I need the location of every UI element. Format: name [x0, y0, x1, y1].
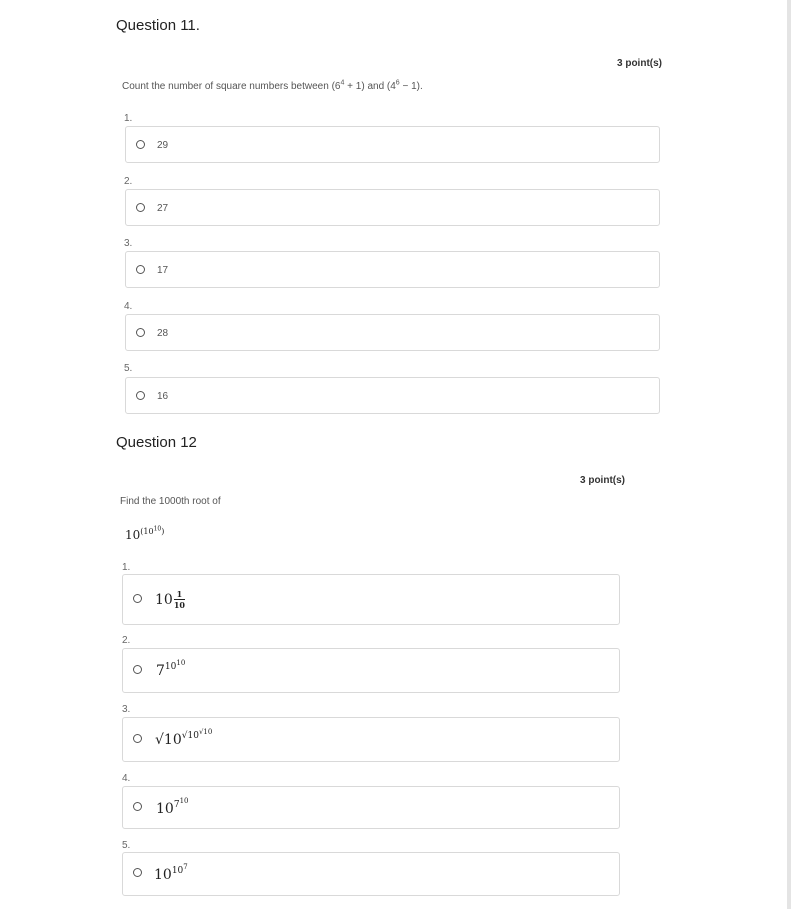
q12-option-5-number: 5.	[122, 840, 131, 851]
q11-option-3[interactable]	[125, 251, 660, 288]
math-base: 10	[155, 592, 173, 608]
question-12-prompt: Find the 1000th root of	[120, 496, 221, 507]
math-exponent-inner: 10	[176, 659, 186, 668]
q12-option-4[interactable]	[122, 786, 620, 829]
option-math	[156, 659, 186, 679]
q11-option-1-number: 1.	[124, 113, 133, 124]
q12-option-5[interactable]	[122, 852, 620, 896]
q12-option-1-number: 1.	[122, 562, 131, 573]
q11-option-3-number: 3.	[124, 238, 133, 249]
question-12-points: 3 point(s)	[580, 475, 625, 486]
option-label: 29	[157, 140, 169, 151]
prompt-part-c: − 1).	[399, 81, 423, 92]
math-exponent-inner: √10	[198, 728, 213, 737]
expr-exp: (10	[140, 527, 154, 536]
option-label: 27	[157, 203, 169, 214]
radio-button[interactable]	[133, 868, 142, 877]
option-math	[155, 728, 213, 748]
q11-option-2[interactable]	[125, 189, 660, 226]
radio-button[interactable]	[133, 594, 142, 603]
math-base: 10	[156, 801, 174, 817]
q11-option-5-number: 5.	[124, 363, 133, 374]
math-exponent-inner: 7	[183, 863, 188, 872]
option-label: 28	[157, 328, 169, 339]
option-math	[155, 590, 185, 609]
radio-button[interactable]	[136, 391, 145, 400]
prompt-part-b: + 1) and (4	[344, 81, 396, 92]
q12-option-2-number: 2.	[122, 635, 131, 646]
q12-option-1[interactable]	[122, 574, 620, 625]
prompt-exp-a: 4	[340, 79, 345, 87]
q11-option-5[interactable]	[125, 377, 660, 414]
q12-option-2[interactable]	[122, 648, 620, 693]
math-exponent: 7	[173, 800, 180, 811]
math-base: 7	[156, 663, 165, 679]
math-exponent: √10	[181, 731, 199, 742]
math-fraction-exponent	[174, 590, 185, 609]
expr-exp-inner: 10	[153, 525, 162, 533]
radio-button[interactable]	[133, 802, 142, 811]
option-math	[156, 797, 189, 817]
page-edge-shadow	[787, 0, 791, 909]
math-exponent-inner: 10	[179, 797, 189, 806]
q11-option-4[interactable]	[125, 314, 660, 351]
option-label: 16	[157, 391, 169, 402]
q11-option-2-number: 2.	[124, 176, 133, 187]
expr-base: 10	[125, 528, 141, 542]
radio-button[interactable]	[136, 265, 145, 274]
math-exponent: 10	[171, 866, 184, 877]
prompt-part-a: Count the number of square numbers between (6	[122, 81, 341, 92]
math-exponent: 10	[164, 662, 177, 673]
fraction-denominator: 10	[173, 600, 185, 610]
radio-button[interactable]	[136, 328, 145, 337]
math-base: 10	[154, 867, 172, 883]
q12-option-3[interactable]	[122, 717, 620, 762]
radio-button[interactable]	[136, 140, 145, 149]
q12-option-4-number: 4.	[122, 773, 131, 784]
radio-button[interactable]	[133, 665, 142, 674]
option-math	[154, 863, 188, 883]
q11-option-4-number: 4.	[124, 301, 133, 312]
prompt-exp-b: 6	[395, 79, 400, 87]
question-12-expression	[125, 525, 165, 542]
fraction-numerator: 1	[176, 589, 183, 599]
question-12-title: Question 12	[116, 434, 197, 451]
radio-button[interactable]	[133, 734, 142, 743]
radio-button[interactable]	[136, 203, 145, 212]
q11-option-1[interactable]	[125, 126, 660, 163]
math-root: √10	[155, 732, 182, 748]
q12-option-3-number: 3.	[122, 704, 131, 715]
question-11-prompt	[122, 81, 423, 92]
question-11-points: 3 point(s)	[617, 58, 662, 69]
question-11-title: Question 11.	[116, 17, 200, 34]
expr-exp-close: )	[161, 527, 165, 536]
option-label: 17	[157, 265, 169, 276]
